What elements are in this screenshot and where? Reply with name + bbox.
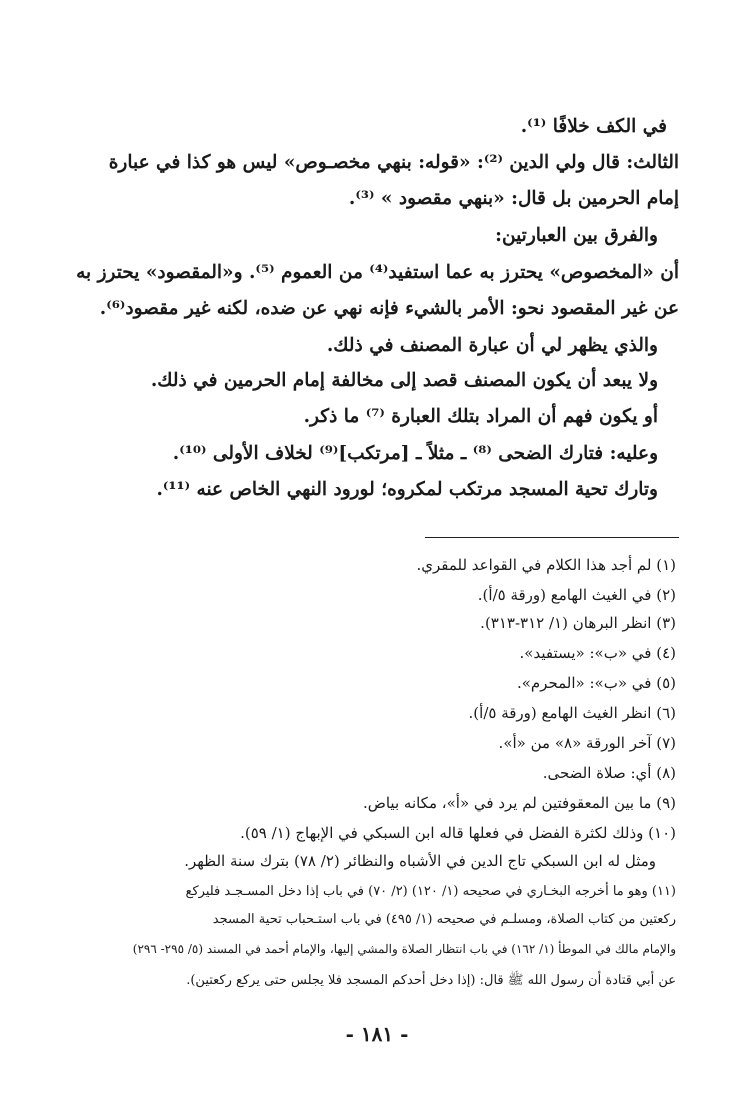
footnote-line: (٩) ما بين المعقوفتين لم يرد في «أ»، مكانه بياض. xyxy=(362,794,676,812)
body-line: أو يكون فهم أن المراد بتلك العبارة ⁽⁷⁾ ما ذكر. xyxy=(303,406,658,427)
body-line: والفرق بين العبارتين: xyxy=(495,225,658,246)
footnote-line: ركعتين من كتاب الصلاة، ومسلـم في صحيحه (١/ ٤٩٥) في باب استـحباب تحية المسجد xyxy=(212,912,676,927)
body-line: ولا يبعد أن يكون المصنف قصد إلى مخالفة إمام الحرمين في ذلك. xyxy=(150,370,658,391)
footnote-line: (٢) في الغيث الهامع (ورقة ٥/أ). xyxy=(477,586,676,604)
body-line: وتارك تحية المسجد مرتكب لمكروه؛ لورود النهي الخاص عنه ⁽¹¹⁾. xyxy=(156,479,658,500)
body-line: إمام الحرمين بل قال: «بنهي مقصود » ⁽³⁾. xyxy=(348,188,679,209)
footnote-line: (٥) في «ب»: «المحرم». xyxy=(516,674,676,692)
footnote-line: عن أبي قتادة أن رسول الله ﷺ قال: (إذا دخل أحدكم المسجد فلا يجلس حتى يركع ركعتين). xyxy=(186,973,676,988)
body-line: أن «المخصوص» يحترز به عما استفيد⁽⁴⁾ من العموم ⁽⁵⁾. و«المقصود» يحترز به xyxy=(76,262,679,283)
footnote-line: (٤) في «ب»: «يستفيد». xyxy=(519,644,676,662)
footnote-line: والإمام مالك في الموطأ (١/ ١٦٢) في باب انتظار الصلاة والمشي إليها، والإمام أحمد في المسند (٥/ ٢٩٥- ٢٩٦) xyxy=(132,942,676,956)
footnote-line: (١) لم أجد هذا الكلام في القواعد للمقري. xyxy=(416,556,676,574)
body-line: في الكف خلافًا ⁽¹⁾. xyxy=(520,116,667,137)
footnote-separator xyxy=(425,537,679,538)
footnote-line: (٨) أي: صلاة الضحى. xyxy=(542,764,676,782)
footnote-line: (٦) انظر الغيث الهامع (ورقة ٥/أ). xyxy=(468,704,676,722)
footnote-line: (١٠) وذلك لكثرة الفضل في فعلها قاله ابن السبكي في الإبهاج (١/ ٥٩). xyxy=(240,824,676,842)
page-number: - ١٨١ - xyxy=(345,1022,409,1046)
body-line: عن غير المقصود نحو: الأمر بالشيء فإنه نهي عن ضده، لكنه غير مقصود⁽⁶⁾. xyxy=(99,298,679,319)
footnote-line: ومثل له ابن السبكي تاج الدين في الأشباه والنظائر (٢/ ٧٨) بترك سنة الظهر. xyxy=(184,852,656,870)
body-line: والذي يظهر لي أن عبارة المصنف في ذلك. xyxy=(326,335,658,356)
body-line: وعليه: فتارك الضحى ⁽⁸⁾ ـ مثلاً ـ [مرتكب]⁽⁹⁾ لخلاف الأولى ⁽¹⁰⁾. xyxy=(172,443,658,464)
body-line: الثالث: قال ولي الدين ⁽²⁾: «قوله: بنهي مخصـوص» ليس هو كذا في عبارة xyxy=(108,152,679,173)
footnote-line: (٣) انظر البرهان (١/ ٣١٢-٣١٣). xyxy=(480,614,676,632)
footnote-line: (٧) آخر الورقة «٨» من «أ». xyxy=(498,734,676,752)
footnote-line: (١١) وهو ما أخرجه البخـاري في صحيحه (١/ ١٢٠) (٢/ ٧٠) في باب إذا دخل المسـجـد فليركع xyxy=(185,884,676,899)
